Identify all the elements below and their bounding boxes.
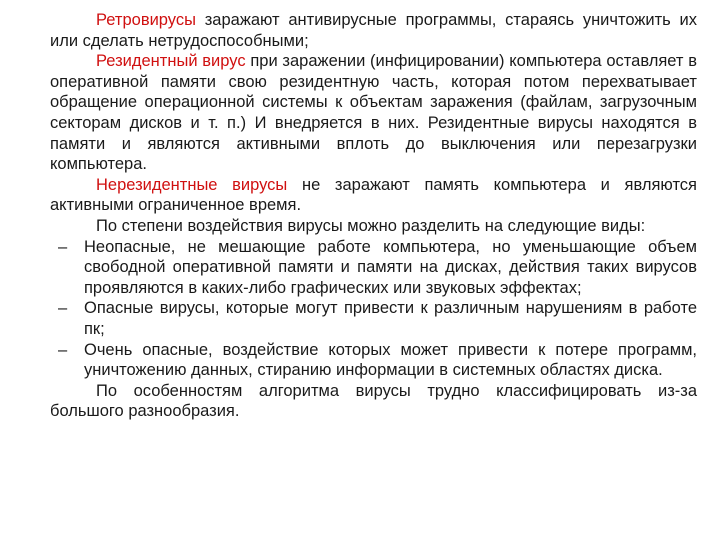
text-nonresident-viruses: не заражают память компьютера и являются активными ограниченное время.: [50, 175, 697, 215]
term-nonresident-viruses: Нерезидентные вирусы: [96, 175, 288, 194]
list-item: [50, 340, 697, 381]
list-item: [50, 237, 697, 299]
document-body: [50, 10, 697, 422]
paragraph-closing: По особенностям алгоритма вирусы трудно классифицировать из-за большого разнообразия.: [50, 381, 697, 421]
paragraph-nonresident-viruses: [50, 175, 697, 216]
text-retroviruses: заражают антивирусные программы, стараясь уничтожить их или сделать нетрудоспособными;: [50, 11, 697, 50]
list-item-text: Очень опасные, воздействие которых может привести к потере программ, уничтожению данных, стиранию информации в системных областях диска.: [84, 340, 697, 380]
dash-bullet: –: [58, 237, 68, 256]
term-retroviruses: Ретровирусы: [96, 11, 196, 29]
impact-list: [50, 237, 697, 381]
term-resident-virus: Резидентный вирус: [96, 52, 246, 71]
paragraph-resident-virus: [50, 51, 697, 175]
dash-bullet: –: [58, 299, 68, 318]
list-item-text: Опасные вирусы, которые могут привести к различным нарушениям в работе пк;: [84, 299, 697, 338]
list-item: [50, 298, 697, 339]
list-item-text: Неопасные, не мешающие работе компьютера, но уменьшающие объем свободной оперативной памяти и памяти на дисках, действия таких вирусов проявляются в каких-либо графических или звуковых эффектах;: [84, 237, 697, 297]
paragraph-impact-intro: По степени воздействия вирусы можно разделить на следующие виды:: [96, 216, 646, 235]
dash-bullet: –: [58, 340, 68, 359]
text-resident-virus: при заражении (инфицировании) компьютера оставляет в оперативной памяти свою резидентную часть, которая потом перехватывает обращение операционной системы к объектам заражения (файлам, загрузочным секторам дисков и т. п.) И внедряется в них. Резидентные вирусы находятся в памяти и являются активными вплоть до выключения или перезагрузки компьютера.: [50, 52, 697, 174]
paragraph-retroviruses: [50, 10, 697, 51]
